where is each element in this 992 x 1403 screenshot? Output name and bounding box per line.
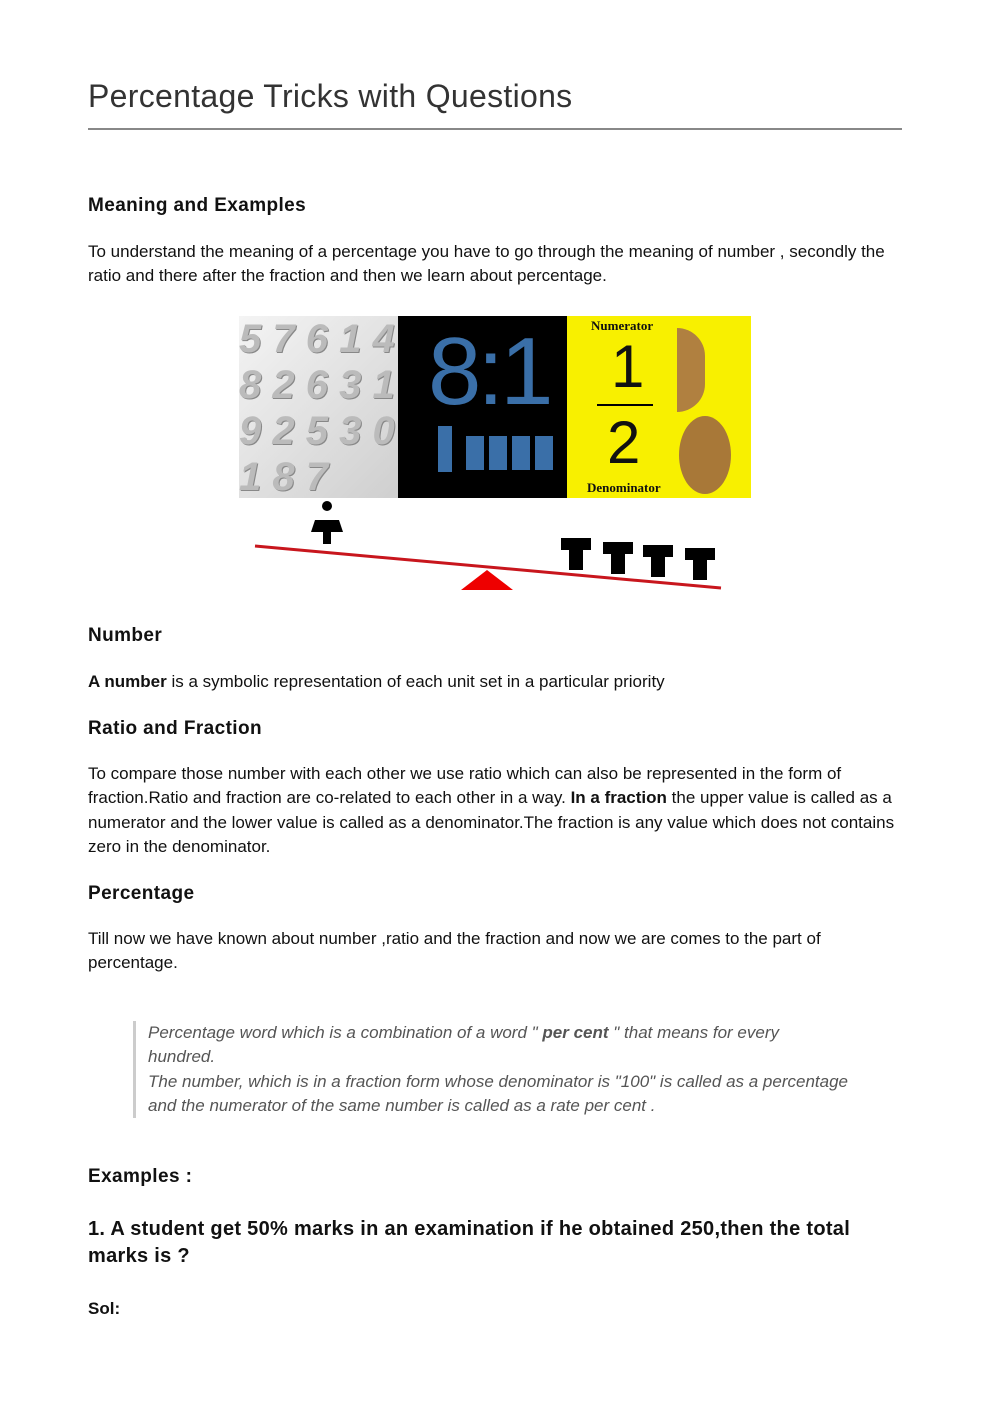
denominator-label: Denominator bbox=[587, 480, 661, 495]
quote-text: Percentage word which is a combination of a word " bbox=[148, 1023, 543, 1042]
quote-line-1 bbox=[148, 1021, 848, 1070]
woman-icon bbox=[311, 501, 343, 544]
digits-image: 5 7 6 1 4 8 2 6 3 1 9 2 5 3 0 1 8 7 bbox=[239, 317, 395, 498]
number-paragraph bbox=[88, 670, 902, 694]
section-heading-examples: Examples : bbox=[88, 1166, 193, 1187]
teacher-icon bbox=[438, 426, 452, 472]
example-question-1: 1. A student get 50% marks in an examination if he obtained 250,then the total marks is ? bbox=[88, 1218, 851, 1267]
ratio-text: 8:1 bbox=[428, 318, 550, 425]
fulcrum-icon bbox=[461, 570, 513, 590]
definition-blockquote bbox=[133, 1021, 848, 1118]
ratio-text-2: the upper value is called as a numerator and the lower value is called as a denominator.The fraction is any value which does not contains zero in the denominator. bbox=[88, 788, 895, 856]
quote-line-2: The number, which is in a fraction form whose denominator is "100" is called as a percentage and the numerator of the same number is called as a rate per cent . bbox=[148, 1071, 848, 1115]
number-text: is a symbolic representation of each unit set in a particular priority bbox=[166, 672, 665, 691]
quote-bold: per cent bbox=[542, 1023, 609, 1042]
denominator-digit: 2 bbox=[607, 409, 641, 476]
half-cookie-icon bbox=[677, 328, 705, 412]
section-heading-number: Number bbox=[88, 625, 163, 646]
ratio-paragraph bbox=[88, 762, 902, 859]
meaning-paragraph: To understand the meaning of a percentage you have to go through the meaning of number , secondly the ratio and there after the fraction and then we learn about percentage. bbox=[88, 242, 885, 286]
numerator-label: Numerator bbox=[591, 318, 654, 333]
number-ratio-fraction-figure bbox=[239, 316, 751, 592]
numbers-panel bbox=[239, 316, 398, 498]
section-heading-ratio: Ratio and Fraction bbox=[88, 718, 262, 739]
numerator-digit: 1 bbox=[611, 333, 645, 400]
page-title: Percentage Tricks with Questions bbox=[88, 78, 573, 114]
number-bold: A number bbox=[88, 672, 167, 691]
ratio-panel bbox=[398, 316, 567, 498]
men-icons bbox=[561, 538, 715, 580]
fraction-bar bbox=[597, 404, 653, 406]
title-divider bbox=[88, 128, 902, 130]
ratio-bold: In a fraction bbox=[570, 788, 667, 808]
whole-cookie-icon bbox=[679, 416, 731, 494]
students-icon bbox=[466, 436, 556, 470]
percentage-paragraph: Till now we have known about number ,ratio and the fraction and now we are comes to the part of percentage. bbox=[88, 929, 821, 973]
quote-text: " that means for every hundred. bbox=[148, 1023, 779, 1067]
section-heading-meaning: Meaning and Examples bbox=[88, 195, 307, 216]
section-heading-percentage: Percentage bbox=[88, 883, 195, 904]
fraction-panel bbox=[567, 316, 751, 498]
ratio-text-1: To compare those number with each other we use ratio which can also be represented in the form of fraction.Ratio and fraction are co-related to each other in a way. bbox=[88, 764, 842, 808]
seesaw-illustration bbox=[239, 498, 751, 592]
solution-label: Sol: bbox=[88, 1299, 121, 1318]
